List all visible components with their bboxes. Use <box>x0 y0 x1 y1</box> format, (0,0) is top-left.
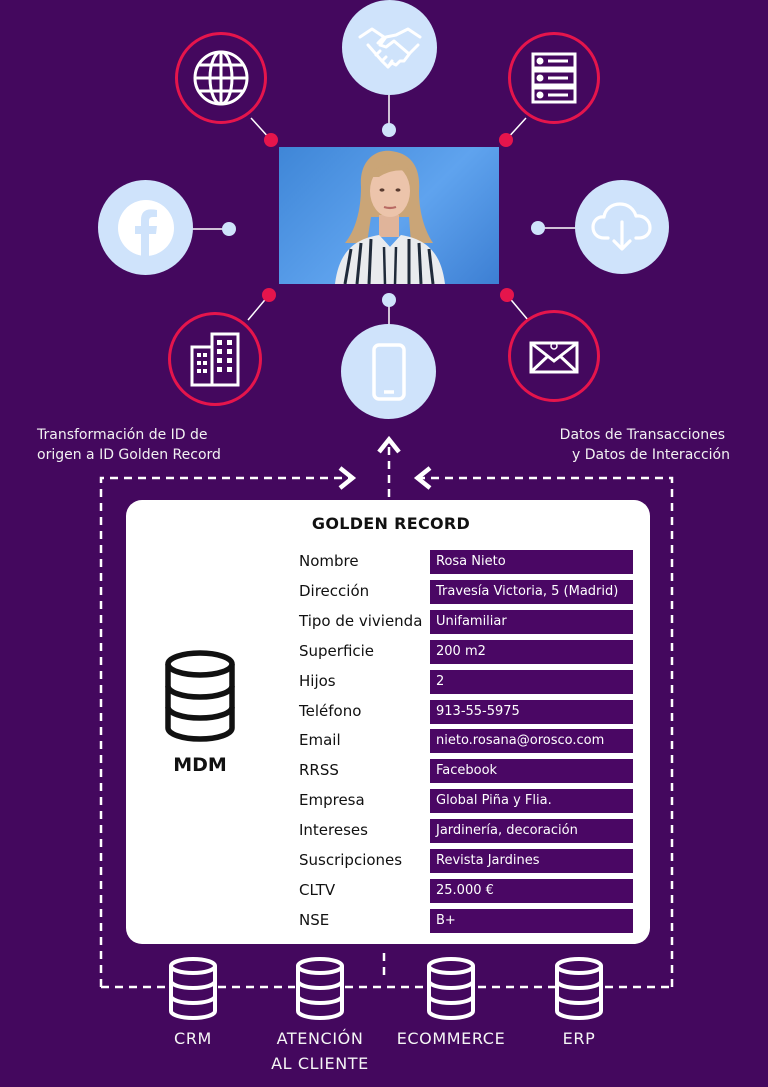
field-value: 2 <box>430 670 633 694</box>
field-value: nieto.rosana@orosco.com <box>430 729 633 753</box>
field-value: Travesía Victoria, 5 (Madrid) <box>430 580 633 604</box>
field-label: Intereses <box>299 821 368 840</box>
database-icon <box>294 956 346 1022</box>
field-label: Tipo de vivienda <box>299 611 423 630</box>
caption-id-transformation <box>37 425 221 465</box>
caption-transaction-data <box>559 425 730 465</box>
mdm-label: MDM <box>173 754 227 776</box>
field-label: Email <box>299 731 341 750</box>
system-label-erp <box>509 1026 649 1051</box>
field-value: Rosa Nieto <box>430 550 633 574</box>
database-icon <box>425 956 477 1022</box>
caption-right-line1: Datos de Transacciones <box>559 427 725 443</box>
field-label: Teléfono <box>299 701 362 720</box>
field-value: Jardinería, decoración <box>430 819 633 843</box>
system-label-atencion-cliente <box>250 1026 390 1076</box>
building-icon <box>189 331 241 387</box>
field-label: NSE <box>299 910 330 929</box>
source-node-email <box>508 310 600 402</box>
source-node-handshake <box>342 0 437 95</box>
field-label: Nombre <box>299 552 359 570</box>
system-label-line1: ECOMMERCE <box>396 1029 506 1048</box>
system-label-ecommerce <box>381 1026 521 1051</box>
cloud-download-icon <box>590 200 654 254</box>
system-label-line1: ERP <box>562 1029 596 1048</box>
globe-icon <box>191 48 251 108</box>
email-icon <box>528 337 580 375</box>
field-value: 913-55-5975 <box>430 700 633 724</box>
field-label: Superficie <box>299 641 375 660</box>
caption-left-line2: origen a ID Golden Record <box>37 447 221 463</box>
server-icon <box>530 51 578 105</box>
source-node-building <box>168 312 262 406</box>
database-icon <box>553 956 605 1022</box>
system-label-line1: ATENCIÓN <box>276 1029 364 1048</box>
field-value: 25.000 € <box>430 879 633 903</box>
caption-right-line2: y Datos de Interacción <box>571 447 730 463</box>
field-value: Revista Jardines <box>430 849 633 873</box>
database-icon <box>167 956 219 1022</box>
field-label: RRSS <box>299 761 339 780</box>
field-value: Facebook <box>430 759 633 783</box>
field-value: Unifamiliar <box>430 610 633 634</box>
field-value: 200 m2 <box>430 640 633 664</box>
system-label-line1: CRM <box>174 1029 212 1048</box>
field-value: B+ <box>430 909 633 933</box>
caption-left-line1: Transformación de ID de <box>37 427 208 443</box>
system-label-crm <box>123 1026 263 1051</box>
database-icon <box>164 650 236 742</box>
field-label: Dirección <box>299 581 370 600</box>
customer-photo <box>279 147 499 284</box>
system-label-line2: AL CLIENTE <box>271 1054 369 1073</box>
mobile-phone-icon <box>371 342 407 402</box>
source-node-facebook <box>98 180 193 275</box>
field-label: CLTV <box>299 880 336 899</box>
field-label: Hijos <box>299 671 336 690</box>
source-node-server <box>508 32 600 124</box>
field-value: Global Piña y Flia. <box>430 789 633 813</box>
golden-record-title: GOLDEN RECORD <box>311 514 471 533</box>
golden-record-card <box>126 500 650 944</box>
field-label: Empresa <box>299 791 365 810</box>
field-label: Suscripciones <box>299 851 403 869</box>
handshake-icon <box>358 23 422 73</box>
source-node-cloud <box>575 180 669 274</box>
source-node-mobile <box>341 324 436 419</box>
facebook-icon <box>116 198 176 258</box>
source-node-globe <box>175 32 267 124</box>
